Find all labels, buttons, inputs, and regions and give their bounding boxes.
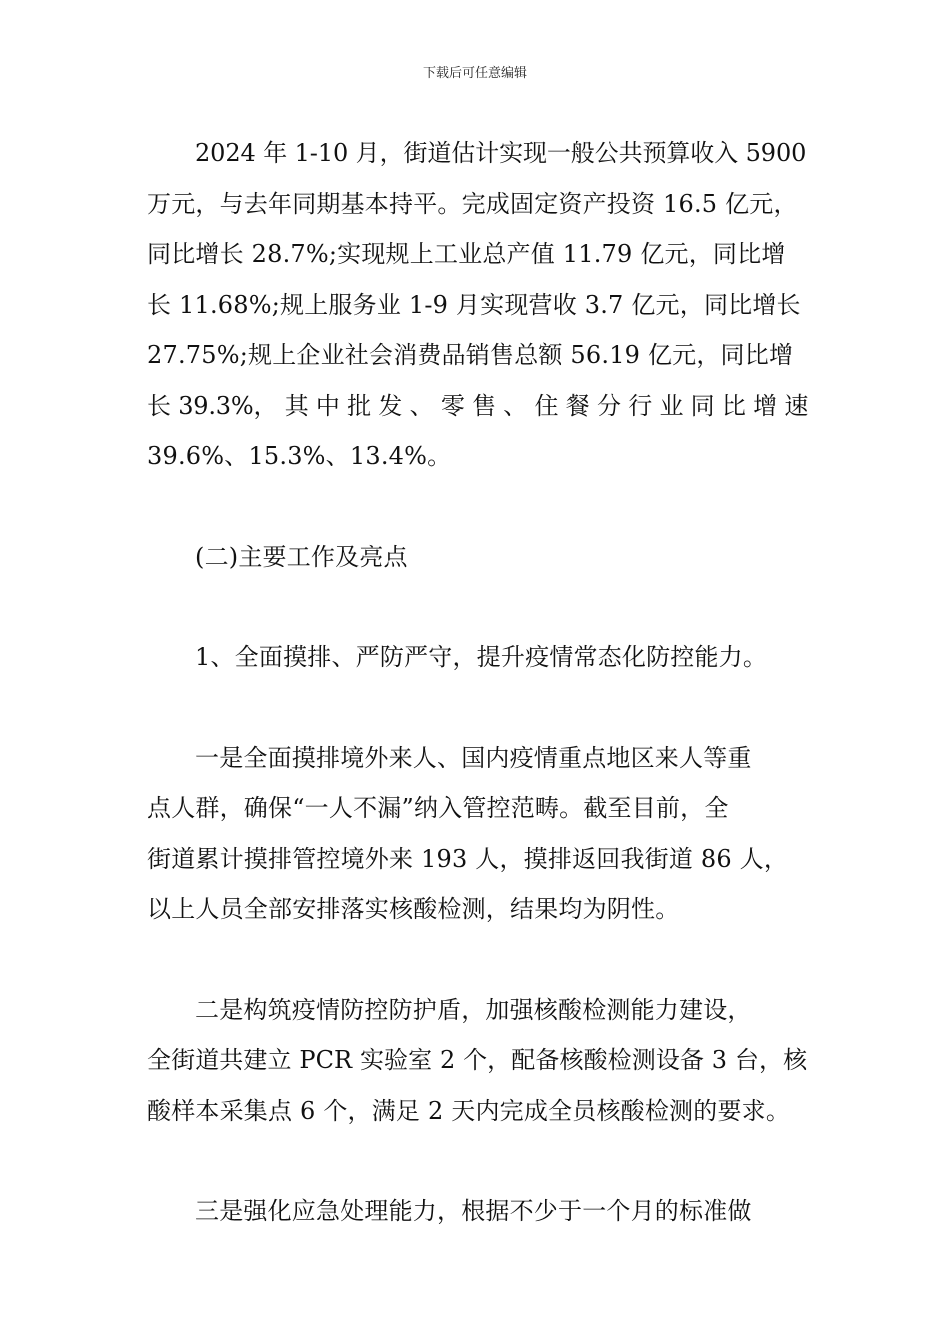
paragraph-gap bbox=[147, 582, 807, 632]
subsection-heading bbox=[147, 632, 807, 683]
paragraph-screening bbox=[147, 733, 807, 935]
paragraph-gap bbox=[147, 1136, 807, 1186]
text-line: 酸样本采集点 6 个，满足 2 天内完成全员核酸检测的要求。 bbox=[147, 1096, 791, 1125]
text-line: 一是全面摸排境外来人、国内疫情重点地区来人等重 bbox=[195, 743, 752, 772]
paragraph-gap bbox=[147, 482, 807, 532]
text-line: 以上人员全部安排落实核酸检测，结果均为阴性。 bbox=[147, 895, 680, 923]
text-line: 长 39.3%， 其 中 批 发 、 零 售 、 住 餐 分 行 业 同 比 增 速 bbox=[147, 391, 809, 420]
paragraph-gap bbox=[147, 683, 807, 733]
text-line: 长 11.68%;规上服务业 1-9 月实现营收 3.7 亿元，同比增长 bbox=[147, 290, 801, 319]
text-line: 27.75%;规上企业社会消费品销售总额 56.19 亿元，同比增 bbox=[147, 341, 794, 369]
document-body bbox=[147, 128, 807, 1237]
text-line: (二)主要工作及亮点 bbox=[195, 542, 408, 571]
text-line: 点人群，确保“一人不漏”纳入管控范畴。截至目前，全 bbox=[147, 794, 729, 822]
text-line: 万元，与去年同期基本持平。完成固定资产投资 16.5 亿元， bbox=[147, 189, 798, 218]
page-header: 下载后可任意编辑 bbox=[422, 66, 527, 81]
text-line: 同比增长 28.7%;实现规上工业总产值 11.79 亿元，同比增 bbox=[147, 240, 786, 268]
paragraph-gap bbox=[147, 935, 807, 985]
text-line: 二是构筑疫情防控防护盾，加强核酸检测能力建设， bbox=[195, 995, 752, 1024]
section-heading bbox=[147, 532, 807, 583]
paragraph-emergency bbox=[147, 1186, 807, 1237]
text-line: 街道累计摸排管控境外来 193 人，摸排返回我街道 86 人， bbox=[147, 844, 789, 873]
paragraph-economic-data bbox=[147, 128, 807, 482]
paragraph-testing bbox=[147, 985, 807, 1137]
text-line: 全街道共建立 PCR 实验室 2 个，配备核酸检测设备 3 台，核 bbox=[147, 1046, 808, 1074]
text-line: 2024 年 1-10 月，街道估计实现一般公共预算收入 5900 bbox=[195, 139, 807, 167]
text-line: 三是强化应急处理能力，根据不少于一个月的标准做 bbox=[195, 1197, 752, 1225]
text-line: 1、全面摸排、严防严守，提升疫情常态化防控能力。 bbox=[195, 643, 768, 671]
text-line: 39.6%、15.3%、13.4%。 bbox=[147, 442, 452, 470]
